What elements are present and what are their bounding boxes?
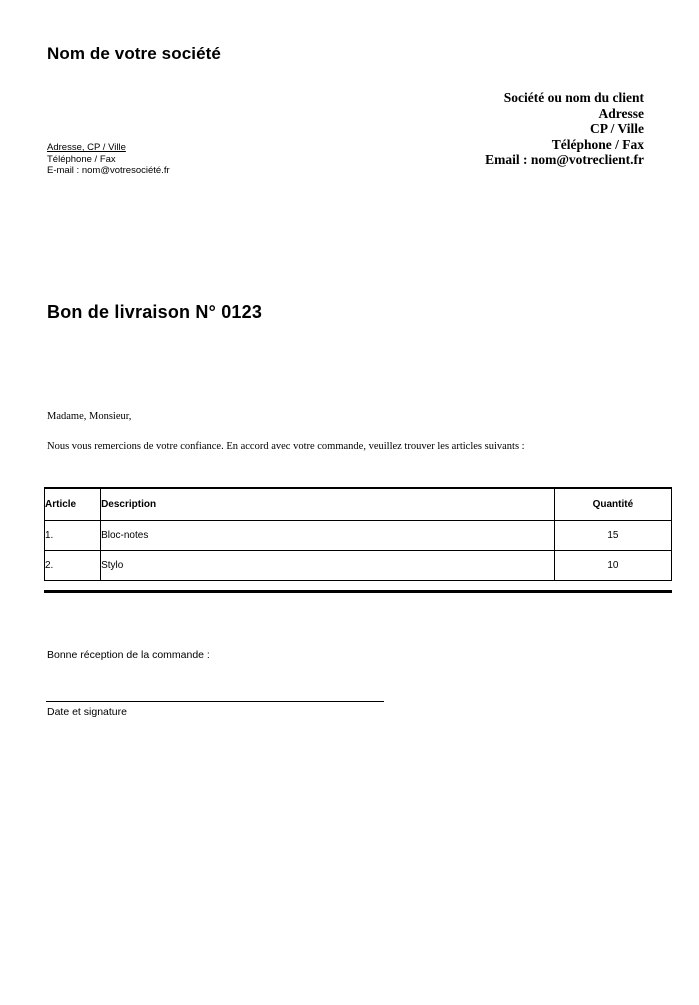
column-header-article: Article (45, 488, 101, 521)
sender-phone: Téléphone / Fax (47, 153, 116, 165)
sender-email: E-mail : nom@votresociété.fr (47, 165, 170, 176)
intro-text: Nous vous remercions de votre confiance. En accord avec votre commande, veuillez trouver les articles suivants : (47, 441, 525, 452)
table-row (45, 551, 672, 581)
client-address: Adresse (598, 105, 644, 121)
salutation-text: Madame, Monsieur, (47, 411, 132, 422)
document-title: Bon de livraison N° 0123 (47, 302, 263, 322)
cell-quantity: 10 (554, 551, 671, 581)
sender-contact-block (47, 142, 170, 177)
sender-address: Adresse, CP / Ville (47, 142, 126, 153)
cell-quantity: 15 (554, 521, 671, 551)
cell-description: Bloc-notes (101, 521, 555, 551)
items-table (44, 487, 672, 581)
column-header-quantity: Quantité (554, 488, 671, 521)
reception-label: Bonne réception de la commande : (47, 649, 210, 661)
table-row (45, 521, 672, 551)
client-phone: Téléphone / Fax (551, 136, 644, 152)
client-city: CP / Ville (590, 121, 644, 136)
signature-label: Date et signature (47, 706, 127, 718)
sender-company-name: Nom de votre société (47, 44, 221, 63)
column-header-description: Description (101, 488, 555, 521)
cell-article: 1. (45, 521, 101, 551)
client-address-block (485, 90, 644, 168)
client-name: Société ou nom du client (503, 90, 644, 105)
signature-line (46, 701, 384, 702)
cell-description: Stylo (101, 551, 555, 581)
client-email: Email : nom@votreclient.fr (485, 152, 644, 167)
cell-article: 2. (45, 551, 101, 581)
section-divider (44, 590, 672, 593)
table-header-row (45, 488, 672, 521)
